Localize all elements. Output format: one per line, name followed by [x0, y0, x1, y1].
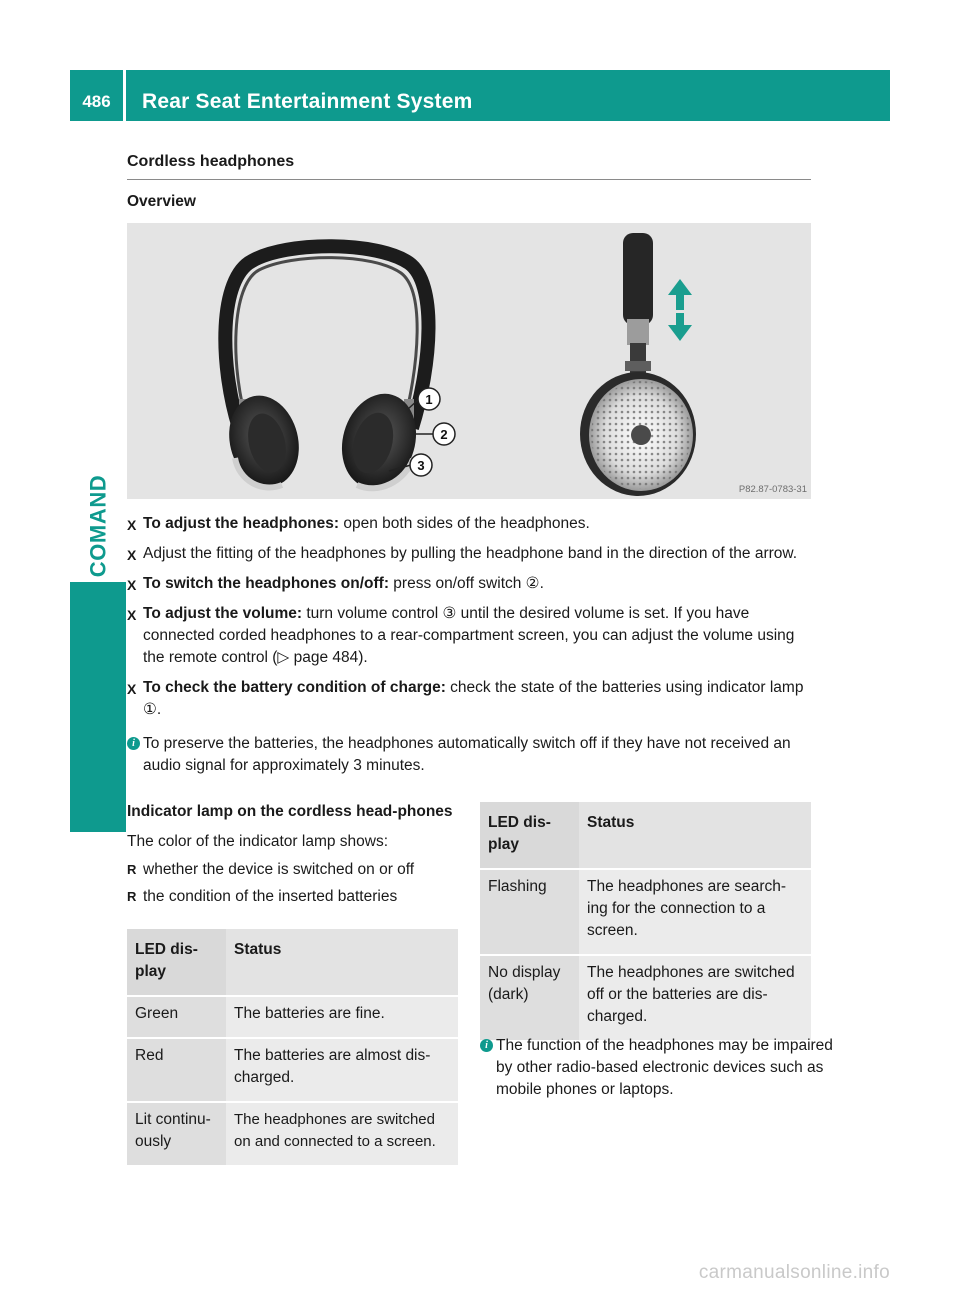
battery-note-text: To preserve the batteries, the headphones automatically switch off if they have not received an audio signal for approximately 3 minutes. [143, 735, 791, 774]
table-cell: The headphones are switched off or the batteries are dis-charged. [579, 955, 811, 1040]
figure-code: P82.87-0783-31 [738, 484, 807, 495]
adjust-arrow-icon [668, 279, 692, 341]
indicator-section [127, 801, 459, 913]
instruction-item [127, 543, 817, 565]
info-icon: i [480, 1039, 493, 1052]
headphones-figure [127, 223, 811, 499]
table-cell: The headphones are switched on and connected to a screen. [226, 1102, 458, 1165]
instruction-item [127, 677, 817, 721]
bullet-icon: R [127, 862, 137, 877]
headphones-front-view [220, 246, 429, 497]
instruction-text: turn volume control ③ until the desired volume is set. If you have connected corded headphones to a rear-compartment screen, you can adjust the volume using the remote control (▷ page 484). [143, 605, 795, 666]
table-row [127, 996, 458, 1038]
column-header: LED dis-play [480, 802, 579, 869]
table-cell: The batteries are fine. [226, 996, 458, 1038]
led-table-left [127, 929, 458, 1165]
table-row [127, 1038, 458, 1102]
overview-heading: Overview [127, 193, 196, 210]
headphones-illustration [127, 223, 811, 499]
table-cell: The batteries are almost dis-charged. [226, 1038, 458, 1102]
table-cell: Flashing [480, 869, 579, 955]
instruction-lead: To switch the headphones on/off: [143, 575, 389, 592]
interference-note [480, 1035, 836, 1101]
arrow-bullet-icon: X [127, 607, 137, 623]
led-table-right [480, 802, 811, 1040]
instruction-lead: To adjust the headphones: [143, 515, 340, 532]
side-tab-block [70, 582, 126, 832]
callout-2: 2 [440, 427, 448, 442]
chapter-title: Rear Seat Entertainment System [142, 90, 473, 113]
table-cell: Red [127, 1038, 226, 1102]
indicator-intro: The color of the indicator lamp shows: [127, 833, 389, 850]
side-tab-text: COMAND [85, 474, 110, 578]
table-row [127, 1102, 458, 1165]
callout-1: 1 [425, 392, 433, 407]
table-row [480, 955, 811, 1040]
info-icon: i [127, 737, 140, 750]
column-header: LED dis-play [127, 929, 226, 996]
list-item [127, 859, 459, 881]
indicator-heading: Indicator lamp on the cordless head-phones [127, 803, 453, 820]
arrow-bullet-icon: X [127, 681, 137, 697]
bullet-icon: R [127, 889, 137, 904]
table-cell: No display (dark) [480, 955, 579, 1040]
list-item [127, 886, 459, 908]
table-header-row [127, 929, 458, 996]
instruction-text: Adjust the fitting of the headphones by pulling the headphone band in the direction of the arrow. [143, 545, 798, 562]
side-tab-label [70, 472, 126, 580]
list-item-text: whether the device is switched on or off [143, 861, 415, 878]
table-cell: The headphones are search-ing for the connection to a screen. [579, 869, 811, 955]
headphones-side-view [580, 233, 696, 496]
arrow-bullet-icon: X [127, 517, 137, 533]
arrow-bullet-icon: X [127, 547, 137, 563]
instruction-text: open both sides of the headphones. [339, 515, 590, 532]
instruction-text: press on/off switch ②. [388, 575, 544, 592]
arrow-bullet-icon: X [127, 577, 137, 593]
table-row [480, 869, 811, 955]
table-header-row [480, 802, 811, 869]
table-cell: Lit continu-ously [127, 1102, 226, 1165]
section-title: Cordless headphones [127, 153, 811, 180]
instruction-lead: To check the battery condition of charge: [143, 679, 446, 696]
battery-note [127, 733, 817, 777]
instruction-lead: To adjust the volume: [143, 605, 303, 622]
table-cell: Green [127, 996, 226, 1038]
page-header [70, 70, 890, 121]
instruction-item [127, 603, 817, 669]
interference-note-text: The function of the headphones may be impaired by other radio-based electronic devices such as mobile phones or laptops. [496, 1037, 833, 1098]
list-item-text: the condition of the inserted batteries [143, 888, 398, 905]
column-header: Status [226, 929, 458, 996]
instruction-text: check the state of the batteries using indicator lamp ①. [143, 679, 804, 718]
instruction-list [127, 513, 817, 777]
side-tab [70, 472, 126, 832]
page-number: 486 [70, 70, 126, 121]
instruction-item [127, 513, 817, 535]
column-header: Status [579, 802, 811, 869]
callout-3: 3 [417, 458, 425, 473]
watermark: carmanualsonline.info [698, 1262, 890, 1283]
instruction-item [127, 573, 817, 595]
